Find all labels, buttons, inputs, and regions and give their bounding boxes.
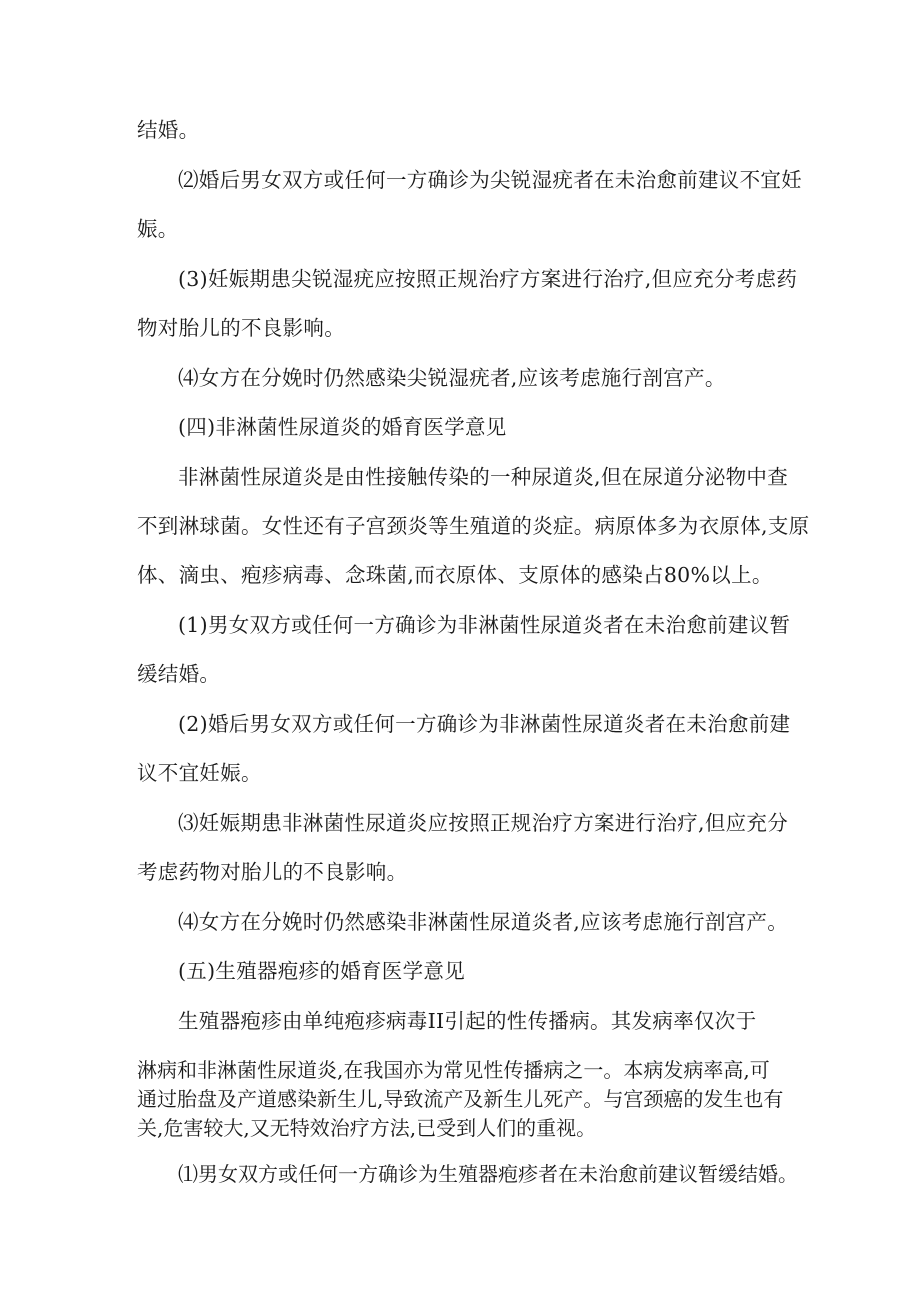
text-line: ⑷女方在分娩时仍然感染尖锐湿疣者,应该考虑施行剖宫产。 bbox=[178, 366, 726, 390]
section-heading: (五)生殖器疱疹的婚育医学意见 bbox=[178, 959, 465, 983]
text-line: ⑴男女双方或任何一方确诊为生殖器疱疹者在未治愈前建议暂缓结婚。 bbox=[178, 1162, 798, 1186]
text-line: 娠。 bbox=[137, 217, 179, 241]
text-line: (3)妊娠期患尖锐湿疣应按照正规治疗方案进行治疗,但应充分考虑药 bbox=[178, 267, 798, 291]
text-line: 缓结婚。 bbox=[137, 662, 221, 686]
text-line: 淋病和非淋菌性尿道炎,在我国亦为常见性传播病之一。本病发病率高,可 bbox=[137, 1058, 770, 1082]
text-line: ⑷女方在分娩时仍然感染非淋菌性尿道炎者,应该考虑施行剖宫产。 bbox=[178, 910, 789, 934]
text-line: 体、滴虫、疱疹病毒、念珠菌,而衣原体、支原体的感染占80%以上。 bbox=[137, 563, 773, 587]
text-line: 物对胎儿的不良影响。 bbox=[137, 316, 345, 340]
text-line: 结婚。 bbox=[137, 118, 200, 142]
text-line: 非淋菌性尿道炎是由性接触传染的一种尿道炎,但在尿道分泌物中查 bbox=[178, 465, 789, 489]
text-line: 不到淋球菌。女性还有子宫颈炎等生殖道的炎症。病原体多为衣原体,支原 bbox=[137, 514, 810, 538]
text-line: (1)男女双方或任何一方确诊为非淋菌性尿道炎者在未治愈前建议暂 bbox=[178, 613, 791, 637]
text-line: ⑶妊娠期患非淋菌性尿道炎应按照正规治疗方案进行治疗,但应充分 bbox=[178, 811, 789, 835]
text-line: ⑵婚后男女双方或任何一方确诊为尖锐湿疣者在未治愈前建议不宜妊 bbox=[178, 168, 802, 192]
text-line: 考虑药物对胎儿的不良影响。 bbox=[137, 860, 408, 884]
text-line: 通过胎盘及产道感染新生儿,导致流产及新生儿死产。与宫颈癌的发生也有 bbox=[137, 1087, 784, 1111]
section-heading: (四)非淋菌性尿道炎的婚育医学意见 bbox=[178, 415, 507, 439]
text-line: (2)婚后男女双方或任何一方确诊为非淋菌性尿道炎者在未治愈前建 bbox=[178, 712, 791, 736]
text-line: 议不宜妊娠。 bbox=[137, 761, 262, 785]
text-line: 生殖器疱疹由单纯疱疹病毒II引起的性传播病。其发病率仅次于 bbox=[178, 1009, 757, 1033]
text-line: 关,危害较大,又无特效治疗方法,已受到人们的重视。 bbox=[137, 1116, 597, 1140]
